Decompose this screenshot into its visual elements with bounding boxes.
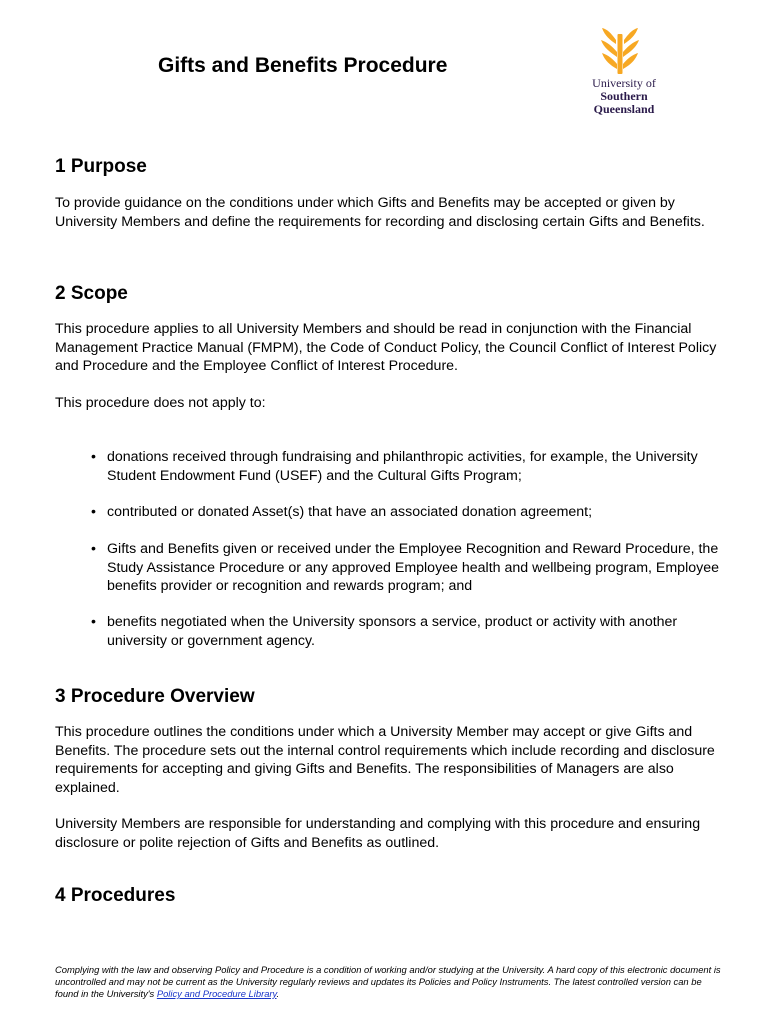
logo-mark-icon	[598, 26, 642, 76]
footer-end: .	[276, 988, 280, 999]
list-item-text: Gifts and Benefits given or received under the Employee Recognition and Reward Procedure, the Study Assistance Procedure or any approved Employee health and wellbeing program, Employee benefits provider or recognition and rewards program; and	[107, 541, 719, 594]
list-item-text: benefits negotiated when the University sponsors a service, product or activity with another university or government agency.	[107, 614, 678, 649]
heading-scope: 2 Scope	[55, 283, 128, 304]
overview-paragraph-2: University Members are responsible for understanding and complying with this procedure and ensuring disclosure or polite rejection of Gifts and Benefits as outlined.	[55, 816, 701, 851]
heading-procedure-overview: 3 Procedure Overview	[55, 686, 255, 707]
logo-line-2: Southern	[600, 89, 648, 103]
list-item-text: contributed or donated Asset(s) that have an associated donation agreement;	[107, 504, 593, 520]
purpose-paragraph: To provide guidance on the conditions under which Gifts and Benefits may be accepted or given by University Members and define the requirements for recording and disclosing certain Gifts and Benefits.	[55, 195, 705, 230]
footer-disclaimer	[55, 964, 725, 1000]
heading-purpose: 1 Purpose	[55, 156, 147, 177]
bullet-icon: •	[91, 504, 96, 520]
scope-paragraph-2: This procedure does not apply to:	[55, 395, 266, 411]
scope-paragraph-1: This procedure applies to all University Members and should be read in conjunction with the Financial Management Practice Manual (FMPM), the Code of Conduct Policy, the Council Conflict of Interest Policy and Procedure and the Employee Conflict of Interest Procedure.	[55, 321, 717, 374]
logo-line-3: Queensland	[593, 102, 655, 116]
document-title: Gifts and Benefits Procedure	[158, 54, 448, 77]
bullet-icon: •	[91, 449, 96, 465]
footer-text: Complying with the law and observing Policy and Procedure is a condition of working and/or studying at the University. A hard copy of this electronic document is uncontrolled and may not be current as the University regularly reviews and updates its Policies and Policy Instruments. The latest controlled version can be found in the University's	[55, 964, 721, 999]
university-logo	[578, 26, 670, 118]
policy-library-link[interactable]: Policy and Procedure Library	[156, 988, 277, 999]
list-item-text: donations received through fundraising and philanthropic activities, for example, the University Student Endowment Fund (USEF) and the Cultural Gifts Program;	[107, 449, 698, 484]
heading-procedures: 4 Procedures	[55, 885, 176, 906]
overview-paragraph-1: This procedure outlines the conditions under which a University Member may accept or give Gifts and Benefits. The procedure sets out the internal control requirements which include recording and disclosure requirements for accepting and giving Gifts and Benefits. The responsibilities of Managers are also explained.	[55, 724, 715, 796]
bullet-icon: •	[91, 541, 96, 557]
logo-line-1: University of	[592, 76, 656, 90]
logo-wordmark	[578, 77, 670, 116]
bullet-icon: •	[91, 614, 96, 630]
